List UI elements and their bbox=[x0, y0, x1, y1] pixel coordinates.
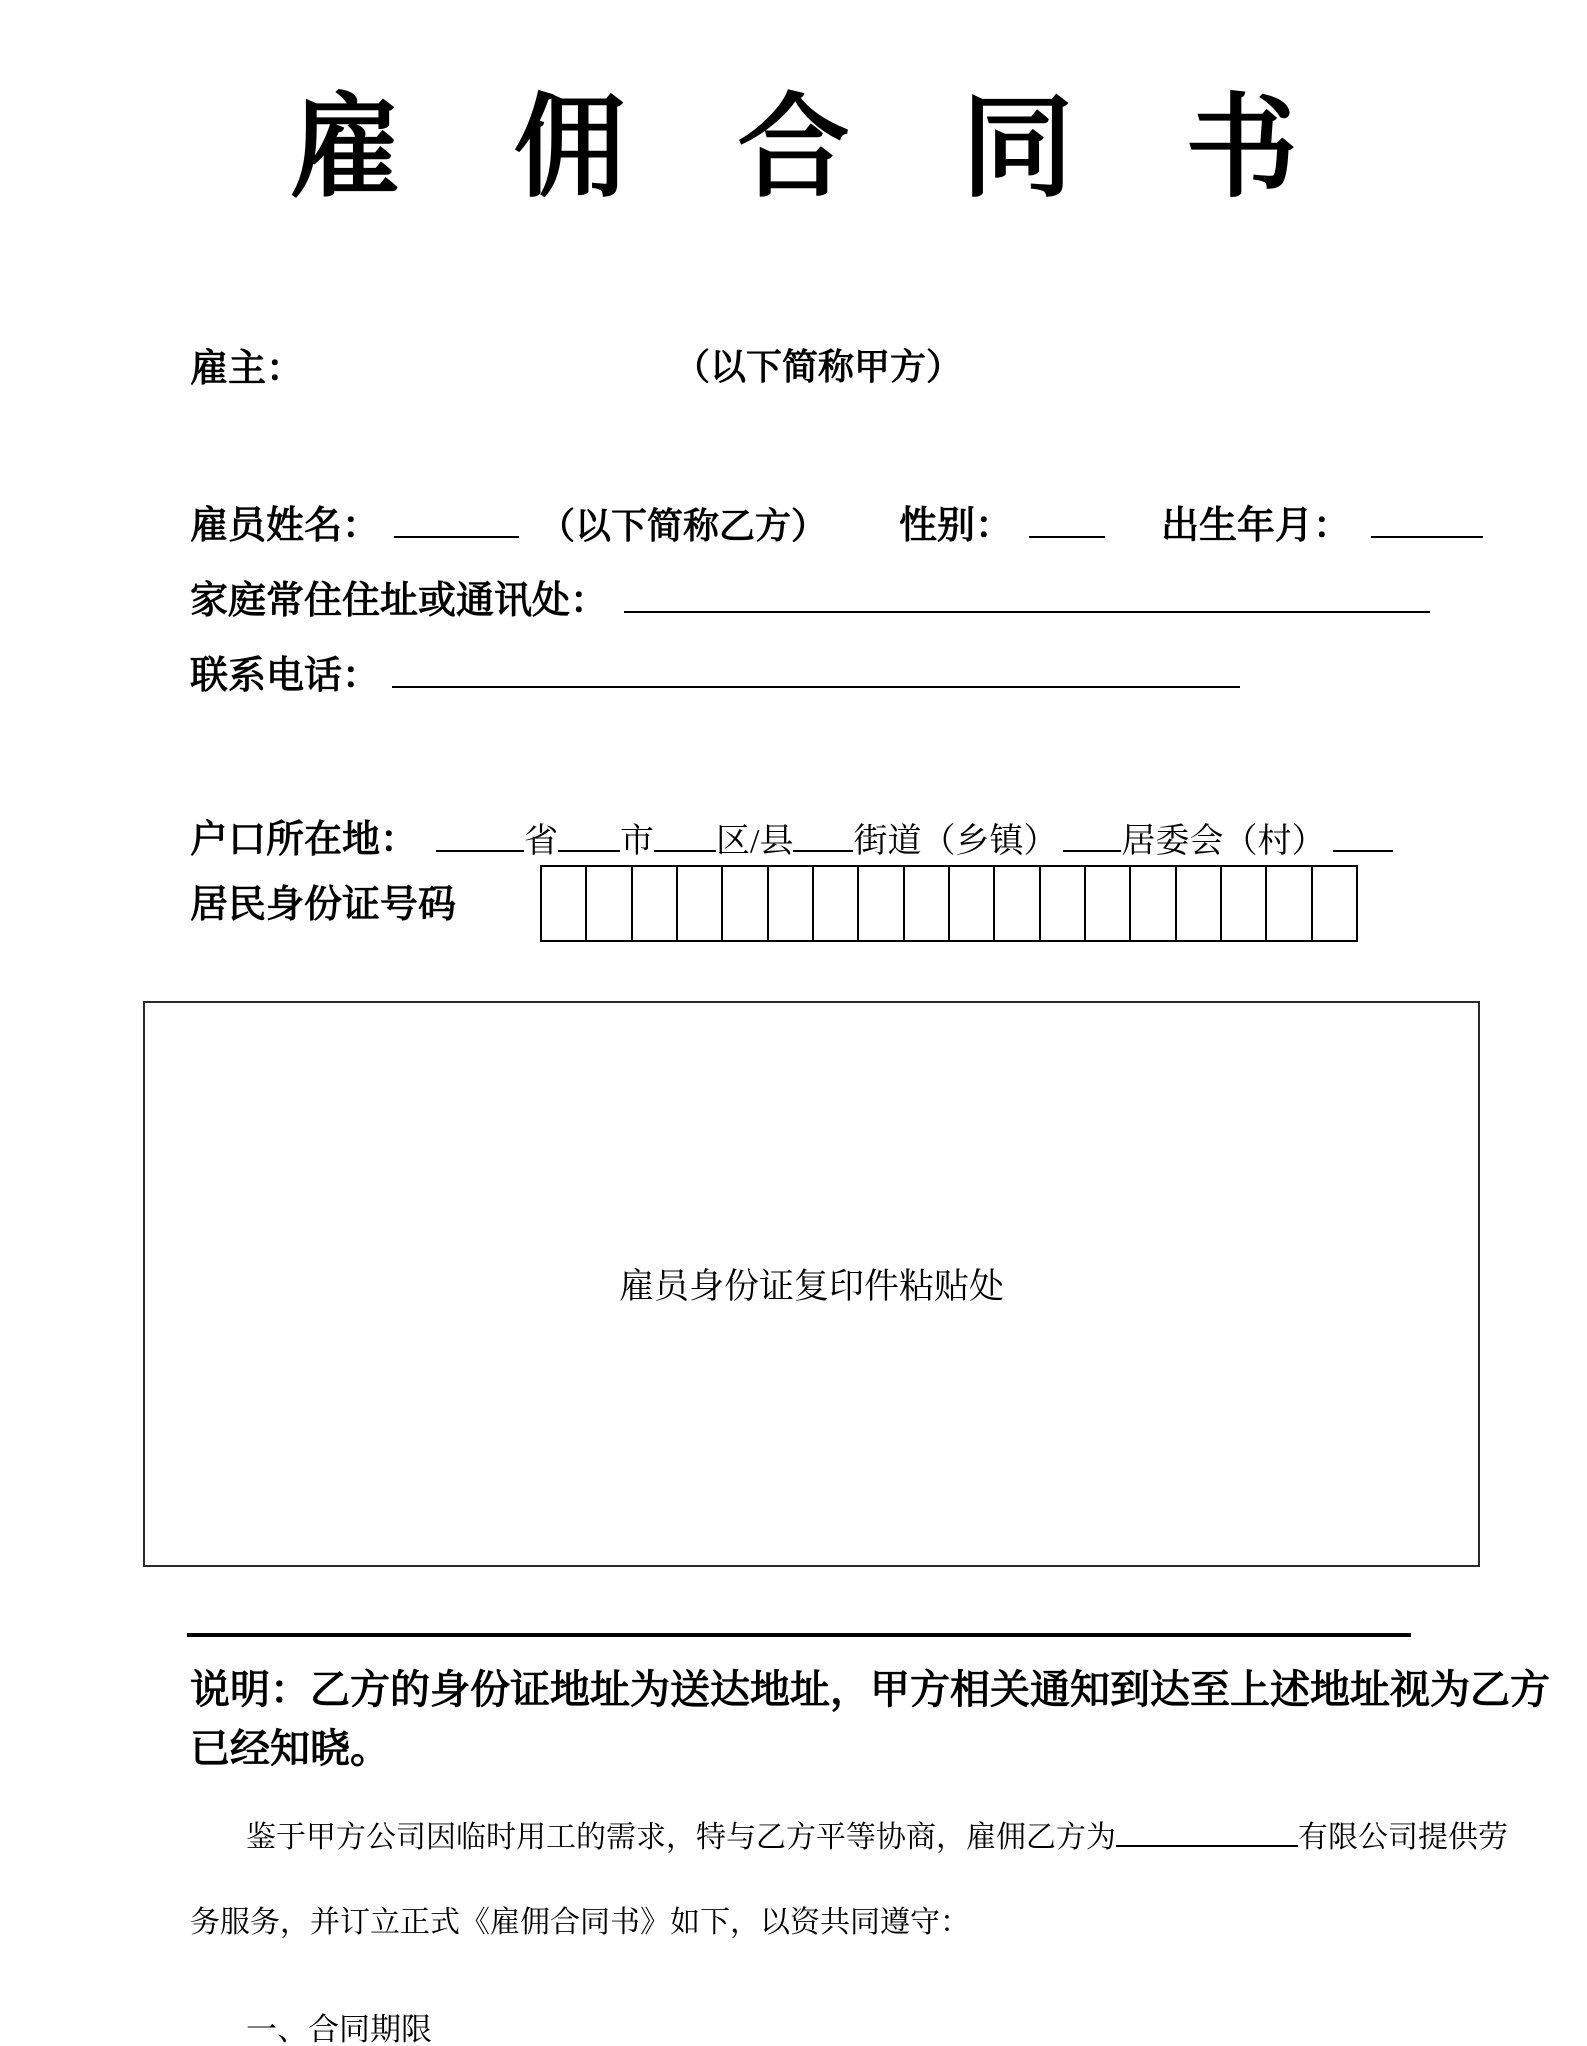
hukou-province-field[interactable] bbox=[436, 834, 524, 852]
paste-box-caption: 雇员身份证复印件粘贴处 bbox=[618, 1267, 1004, 1306]
section-1-heading-text: 一、合同期限 bbox=[246, 2012, 432, 2046]
hukou-street-label: 街道（乡镇） bbox=[853, 823, 1058, 860]
id-number-line bbox=[190, 873, 456, 928]
id-number-label: 居民身份证号码 bbox=[190, 884, 457, 926]
hukou-committee-field[interactable] bbox=[1063, 834, 1121, 852]
hukou-label: 户口所在地： bbox=[190, 819, 419, 861]
employer-line bbox=[190, 337, 963, 392]
id-digit-cell[interactable] bbox=[903, 867, 948, 940]
id-digit-cell[interactable] bbox=[767, 867, 812, 940]
employer-alias: （以下简称甲方） bbox=[674, 347, 963, 387]
hukou-district-field[interactable] bbox=[654, 834, 716, 852]
phone-label: 联系电话： bbox=[190, 655, 381, 697]
id-digit-cell[interactable] bbox=[993, 867, 1038, 940]
employee-name-field[interactable] bbox=[394, 520, 519, 538]
id-digit-cell[interactable] bbox=[948, 867, 993, 940]
id-digit-cell[interactable] bbox=[542, 867, 585, 940]
id-digit-cell[interactable] bbox=[1084, 867, 1129, 940]
note-line-2: 已经知晓。 bbox=[190, 1726, 390, 1771]
hukou-village-field[interactable] bbox=[1333, 834, 1393, 852]
note-line-1: 说明：乙方的身份证地址为送达地址，甲方相关通知到达至上述地址视为乙方 bbox=[190, 1667, 1550, 1712]
id-digit-cell[interactable] bbox=[631, 867, 676, 940]
hukou-district-label: 区/县 bbox=[716, 823, 794, 860]
company-name-field[interactable] bbox=[1116, 1815, 1298, 1847]
phone-line bbox=[190, 644, 1240, 699]
address-label: 家庭常住住址或通讯处： bbox=[190, 580, 609, 622]
id-digit-cell[interactable] bbox=[721, 867, 766, 940]
id-number-boxes bbox=[540, 865, 1358, 942]
birth-label: 出生年月： bbox=[1161, 505, 1352, 547]
id-digit-cell[interactable] bbox=[1129, 867, 1174, 940]
employer-label: 雇主： bbox=[190, 348, 305, 390]
employee-alias: （以下简称乙方） bbox=[539, 506, 828, 546]
preamble-text-cont: 务服务，并订立正式《雇佣合同书》如下，以资共同遵守： bbox=[190, 1906, 970, 1939]
preamble-line-1 bbox=[246, 1812, 1508, 1856]
id-copy-paste-box[interactable] bbox=[143, 1001, 1480, 1567]
hukou-city-field[interactable] bbox=[558, 834, 620, 852]
note-paragraph bbox=[190, 1660, 1550, 1778]
employee-name-line bbox=[190, 494, 1483, 549]
id-digit-cell[interactable] bbox=[1039, 867, 1084, 940]
hukou-committee-label: 居委会（村） bbox=[1121, 823, 1326, 860]
birth-field[interactable] bbox=[1371, 520, 1483, 538]
id-digit-cell[interactable] bbox=[585, 867, 630, 940]
preamble-line-2 bbox=[190, 1897, 970, 1941]
id-digit-cell[interactable] bbox=[1311, 867, 1356, 940]
phone-field[interactable] bbox=[392, 670, 1240, 688]
employee-name-label: 雇员姓名： bbox=[190, 505, 381, 547]
hukou-province-label: 省 bbox=[524, 823, 559, 860]
id-digit-cell[interactable] bbox=[812, 867, 857, 940]
id-digit-cell[interactable] bbox=[676, 867, 721, 940]
id-digit-cell[interactable] bbox=[1175, 867, 1220, 940]
id-digit-cell[interactable] bbox=[1265, 867, 1310, 940]
preamble-text-pre: 鉴于甲方公司因临时用工的需求，特与乙方平等协商，雇佣乙方为 bbox=[246, 1821, 1116, 1854]
section-divider bbox=[187, 1633, 1411, 1637]
address-field[interactable] bbox=[624, 595, 1430, 613]
preamble-text-post: 有限公司提供劳 bbox=[1298, 1821, 1508, 1854]
hukou-city-label: 市 bbox=[620, 823, 655, 860]
hukou-line bbox=[190, 808, 1393, 863]
gender-label: 性别： bbox=[899, 505, 1014, 547]
id-digit-cell[interactable] bbox=[1220, 867, 1265, 940]
id-digit-cell[interactable] bbox=[857, 867, 902, 940]
hukou-street-field[interactable] bbox=[793, 834, 853, 852]
address-line bbox=[190, 569, 1430, 624]
section-1-heading bbox=[246, 2004, 432, 2046]
gender-field[interactable] bbox=[1029, 520, 1105, 538]
document-title: 雇佣合同书 bbox=[289, 87, 1410, 211]
